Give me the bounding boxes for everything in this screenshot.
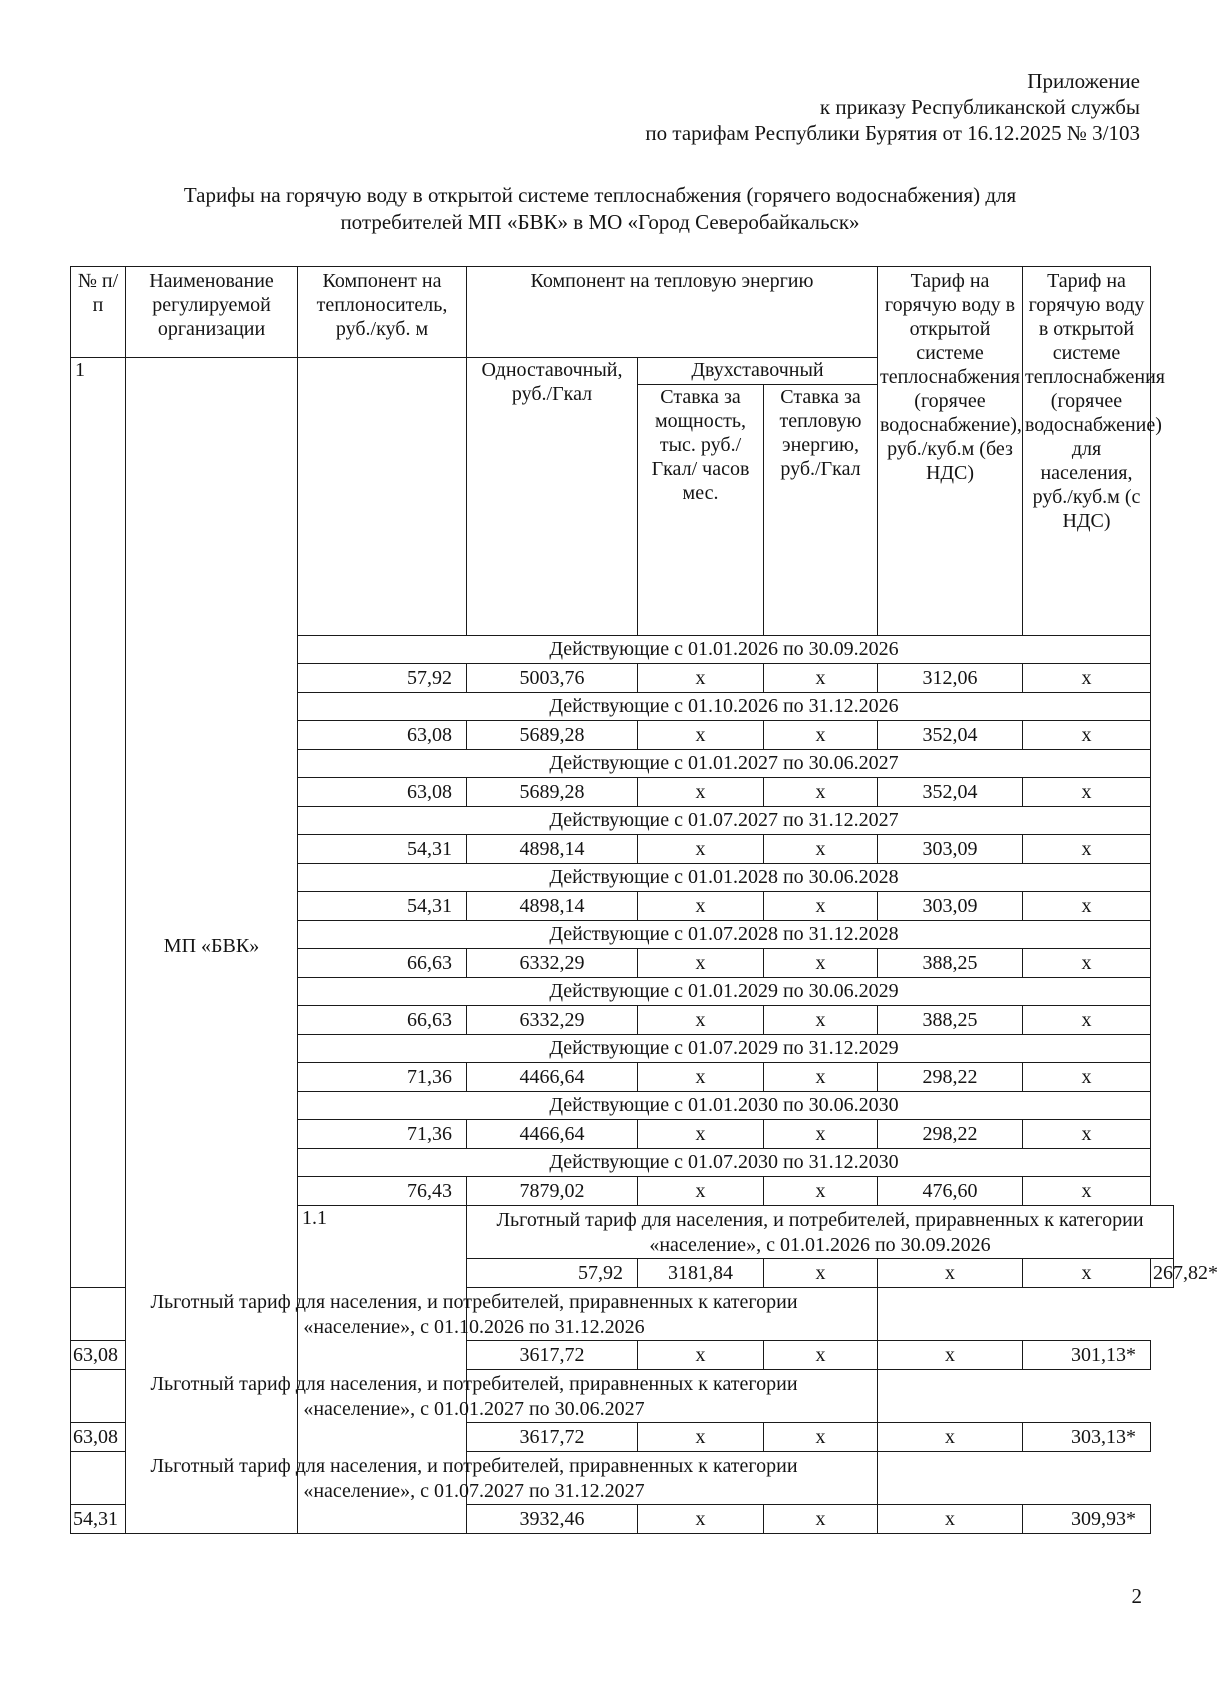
cell-single-rate: 3181,84 (638, 1259, 764, 1288)
cell-tariff-no-vat: 388,25 (878, 949, 1023, 978)
cell-single-rate: 3617,72 (467, 1341, 638, 1370)
appendix-line-2: к приказу Республиканской службы (819, 95, 1140, 119)
cell-tariff-population: х (1023, 1006, 1151, 1035)
cell-energy-rate: х (878, 1259, 1023, 1288)
cell-tariff-population: х (1023, 949, 1151, 978)
cell-energy-rate: х (764, 721, 878, 750)
header-energy-rate: Ставка за тепловую энергию, руб./Гкал (764, 385, 878, 636)
cell-single-rate: 3932,46 (467, 1505, 638, 1534)
cell-carrier: 66,63 (298, 949, 467, 978)
cell-tariff-population: х (1023, 1063, 1151, 1092)
carrier-empty (298, 358, 467, 636)
document-title (90, 182, 1110, 236)
period-label: Действующие с 01.01.2026 по 30.09.2026 (298, 636, 1151, 664)
cell-carrier: 63,08 (298, 778, 467, 807)
cell-carrier: 71,36 (298, 1120, 467, 1149)
cell-tariff-no-vat: 303,09 (878, 892, 1023, 921)
cell-capacity-rate: х (638, 892, 764, 921)
period-label: Действующие с 01.07.2027 по 31.12.2027 (298, 807, 1151, 835)
header-org: Наименование регулируемой организации (126, 267, 298, 358)
appendix-line-1: Приложение (1027, 69, 1140, 93)
period-label: Действующие с 01.07.2028 по 31.12.2028 (298, 921, 1151, 949)
period-label: Действующие с 01.07.2030 по 31.12.2030 (298, 1149, 1151, 1177)
cell-carrier: 63,08 (71, 1423, 126, 1452)
cell-tariff-no-vat: 298,22 (878, 1120, 1023, 1149)
cell-capacity-rate: х (638, 1177, 764, 1206)
cell-carrier: 66,63 (298, 1006, 467, 1035)
benefit-line-1: Льготный тариф для населения, и потребителей, приравненных к категории (150, 1291, 798, 1313)
cell-tariff-no-vat: 352,04 (878, 778, 1023, 807)
cell-tariff-population: 303,13* (1023, 1423, 1151, 1452)
period-label: Действующие с 01.07.2029 по 31.12.2029 (298, 1035, 1151, 1063)
cell-tariff-population: х (1023, 664, 1151, 693)
header-tariff-no-vat: Тариф на горячую воду в открытой системе теплоснабжения (горячее водоснабжение), руб./куб.м (без НДС) (878, 267, 1023, 636)
cell-single-rate: 4466,64 (467, 1120, 638, 1149)
header-tariff-population: Тариф на горячую воду в открытой системе теплоснабжения (горячее водоснабжение) для населения, руб./куб.м (с НДС) (1023, 267, 1151, 636)
cell-capacity-rate: х (638, 835, 764, 864)
header-single-rate: Одноставочный, руб./Гкал (467, 358, 638, 636)
cell-tariff-no-vat: 476,60 (878, 1177, 1023, 1206)
benefit-label (467, 1206, 1174, 1259)
header-carrier: Компонент на теплоноситель, руб./куб. м (298, 267, 467, 358)
period-label: Действующие с 01.10.2026 по 31.12.2026 (298, 693, 1151, 721)
period-label: Действующие с 01.01.2027 по 30.06.2027 (298, 750, 1151, 778)
cell-tariff-no-vat: 298,22 (878, 1063, 1023, 1092)
cell-tariff-no-vat: 352,04 (878, 721, 1023, 750)
cell-carrier: 57,92 (298, 664, 467, 693)
cell-energy-rate: х (764, 892, 878, 921)
cell-capacity-rate: х (638, 1505, 764, 1534)
cell-capacity-rate: х (638, 949, 764, 978)
cell-tariff-population: х (1023, 1120, 1151, 1149)
title-line-2: потребителей МП «БВК» в МО «Город Северобайкальск» (340, 210, 860, 234)
cell-carrier: 63,08 (298, 721, 467, 750)
row-num-1: 1 (71, 358, 126, 1288)
cell-tariff-no-vat: х (878, 1505, 1023, 1534)
cell-carrier: 71,36 (298, 1063, 467, 1092)
cell-tariff-population: х (1023, 835, 1151, 864)
cell-single-rate: 7879,02 (467, 1177, 638, 1206)
cell-single-rate: 5689,28 (467, 721, 638, 750)
benefit-label (71, 1370, 878, 1423)
cell-tariff-no-vat: х (1023, 1259, 1151, 1288)
cell-tariff-population: х (1023, 892, 1151, 921)
cell-energy-rate: х (764, 835, 878, 864)
cell-tariff-population: 267,82* (1151, 1259, 1174, 1288)
cell-energy-rate: х (764, 778, 878, 807)
tariff-table (70, 266, 1218, 1534)
cell-single-rate: 4466,64 (467, 1063, 638, 1092)
cell-capacity-rate: х (638, 1063, 764, 1092)
cell-energy-rate: х (764, 1505, 878, 1534)
benefit-period-row (71, 1370, 1174, 1423)
cell-capacity-rate: х (638, 1423, 764, 1452)
cell-capacity-rate: х (638, 721, 764, 750)
cell-single-rate: 6332,29 (467, 949, 638, 978)
benefit-line-2: «население», с 01.01.2027 по 30.06.2027 (303, 1398, 645, 1420)
period-label: Действующие с 01.01.2029 по 30.06.2029 (298, 978, 1151, 1006)
cell-energy-rate: х (764, 1063, 878, 1092)
cell-capacity-rate: х (638, 778, 764, 807)
appendix-line-3: по тарифам Республики Бурятия от 16.12.2025 № 3/103 (645, 121, 1140, 145)
benefit-line-2: «население», с 01.07.2027 по 31.12.2027 (303, 1480, 645, 1502)
cell-capacity-rate: х (638, 1120, 764, 1149)
cell-single-rate: 5003,76 (467, 664, 638, 693)
cell-carrier: 54,31 (298, 835, 467, 864)
cell-energy-rate: х (764, 1423, 878, 1452)
benefit-period-row (71, 1288, 1174, 1341)
cell-single-rate: 5689,28 (467, 778, 638, 807)
cell-single-rate: 4898,14 (467, 892, 638, 921)
cell-tariff-population: 301,13* (1023, 1341, 1151, 1370)
cell-energy-rate: х (764, 1341, 878, 1370)
benefit-label (71, 1288, 878, 1341)
cell-tariff-no-vat: 312,06 (878, 664, 1023, 693)
header-two-rate: Двухставочный (638, 358, 878, 385)
cell-capacity-rate: х (764, 1259, 878, 1288)
org-name: МП «БВК» (126, 358, 298, 1534)
cell-energy-rate: х (764, 664, 878, 693)
cell-energy-rate: х (764, 1120, 878, 1149)
row-num-1-1: 1.1 (298, 1206, 467, 1534)
cell-tariff-population: 309,93* (1023, 1505, 1151, 1534)
cell-carrier: 54,31 (298, 892, 467, 921)
cell-carrier: 57,92 (467, 1259, 638, 1288)
header-capacity-rate: Ставка за мощность, тыс. руб./Гкал/ часов мес. (638, 385, 764, 636)
cell-capacity-rate: х (638, 1006, 764, 1035)
cell-tariff-population: х (1023, 721, 1151, 750)
benefit-line-1: Льготный тариф для населения, и потребителей, приравненных к категории (496, 1209, 1144, 1231)
benefit-line-2: «население», с 01.01.2026 по 30.09.2026 (649, 1234, 991, 1256)
benefit-line-1: Льготный тариф для населения, и потребителей, приравненных к категории (150, 1455, 798, 1477)
cell-single-rate: 4898,14 (467, 835, 638, 864)
header-num: № п/п (71, 267, 126, 358)
title-line-1: Тарифы на горячую воду в открытой системе теплоснабжения (горячего водоснабжения) для (183, 183, 1017, 207)
cell-single-rate: 6332,29 (467, 1006, 638, 1035)
benefit-line-2: «население», с 01.10.2026 по 31.12.2026 (303, 1316, 645, 1338)
cell-carrier: 76,43 (298, 1177, 467, 1206)
cell-energy-rate: х (764, 949, 878, 978)
benefit-label (71, 1452, 878, 1505)
page-number: 2 (1131, 1584, 1142, 1608)
cell-capacity-rate: х (638, 1341, 764, 1370)
header-row-1 (71, 267, 1174, 358)
cell-single-rate: 3617,72 (467, 1423, 638, 1452)
cell-tariff-population: х (1023, 778, 1151, 807)
header-energy: Компонент на тепловую энергию (467, 267, 878, 358)
benefit-line-1: Льготный тариф для населения, и потребителей, приравненных к категории (150, 1373, 798, 1395)
period-label: Действующие с 01.01.2030 по 30.06.2030 (298, 1092, 1151, 1120)
cell-tariff-no-vat: х (878, 1423, 1023, 1452)
appendix-header (440, 68, 1140, 146)
cell-energy-rate: х (764, 1006, 878, 1035)
benefit-period-row (71, 1452, 1174, 1505)
cell-tariff-no-vat: 303,09 (878, 835, 1023, 864)
period-label: Действующие с 01.01.2028 по 30.06.2028 (298, 864, 1151, 892)
cell-energy-rate: х (764, 1177, 878, 1206)
cell-tariff-no-vat: 388,25 (878, 1006, 1023, 1035)
cell-carrier: 63,08 (71, 1341, 126, 1370)
cell-tariff-no-vat: х (878, 1341, 1023, 1370)
cell-carrier: 54,31 (71, 1505, 126, 1534)
cell-tariff-population: х (1023, 1177, 1151, 1206)
cell-capacity-rate: х (638, 664, 764, 693)
